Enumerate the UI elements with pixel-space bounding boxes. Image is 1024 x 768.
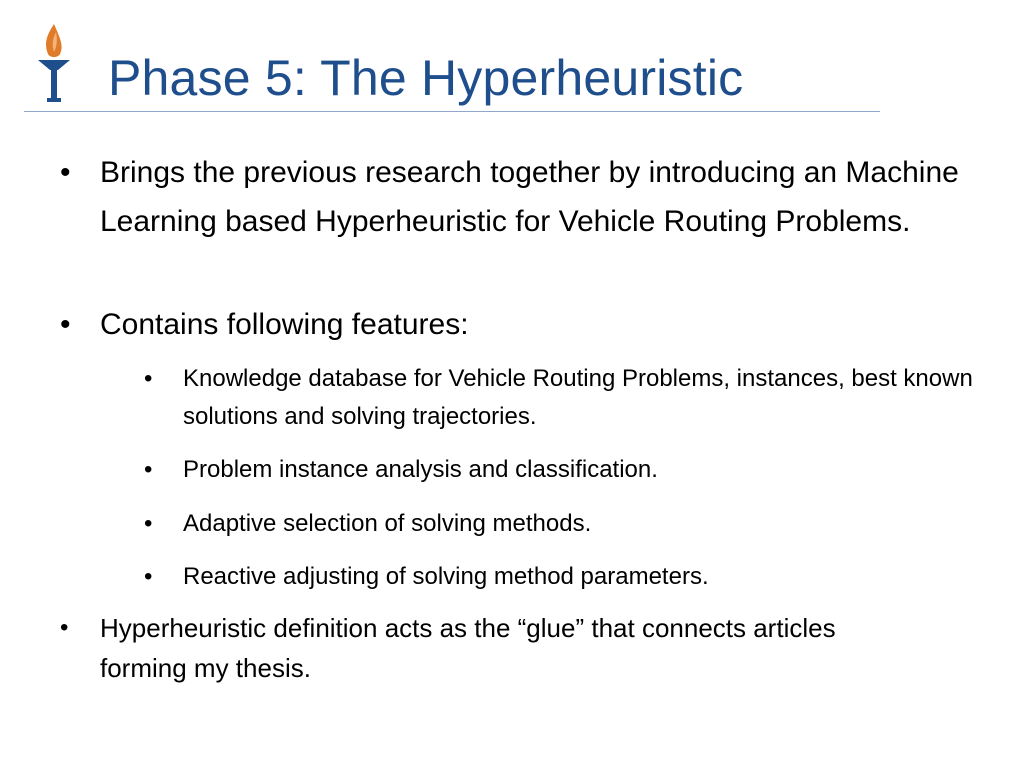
bullet-dot: • [144,510,153,537]
bullet-dot: • [144,365,153,392]
sub-bullet-text: Problem instance analysis and classification. [183,456,658,483]
bullet-dot: • [144,456,153,483]
bullet-text: Hyperheuristic definition acts as the “glue” that connects articles forming my thesis. [100,613,836,683]
bullet-text: Contains following features: [100,308,469,341]
slide-title: Phase 5: The Hyperheuristic [108,50,744,106]
sub-bullet-text: Knowledge database for Vehicle Routing Problems, instances, best known solutions and solving trajectories. [183,365,973,430]
sub-bullet-text: Adaptive selection of solving methods. [183,510,592,537]
bullet-dot: • [60,308,71,341]
bullet-dot: • [60,614,69,641]
sub-bullet-text: Reactive adjusting of solving method parameters. [183,563,709,590]
bullet-text: Brings the previous research together by introducing an Machine Learning based Hyperheuristic for Vehicle Routing Problems. [100,156,959,238]
bullet-dot: • [144,563,153,590]
bullet-dot: • [60,156,71,189]
